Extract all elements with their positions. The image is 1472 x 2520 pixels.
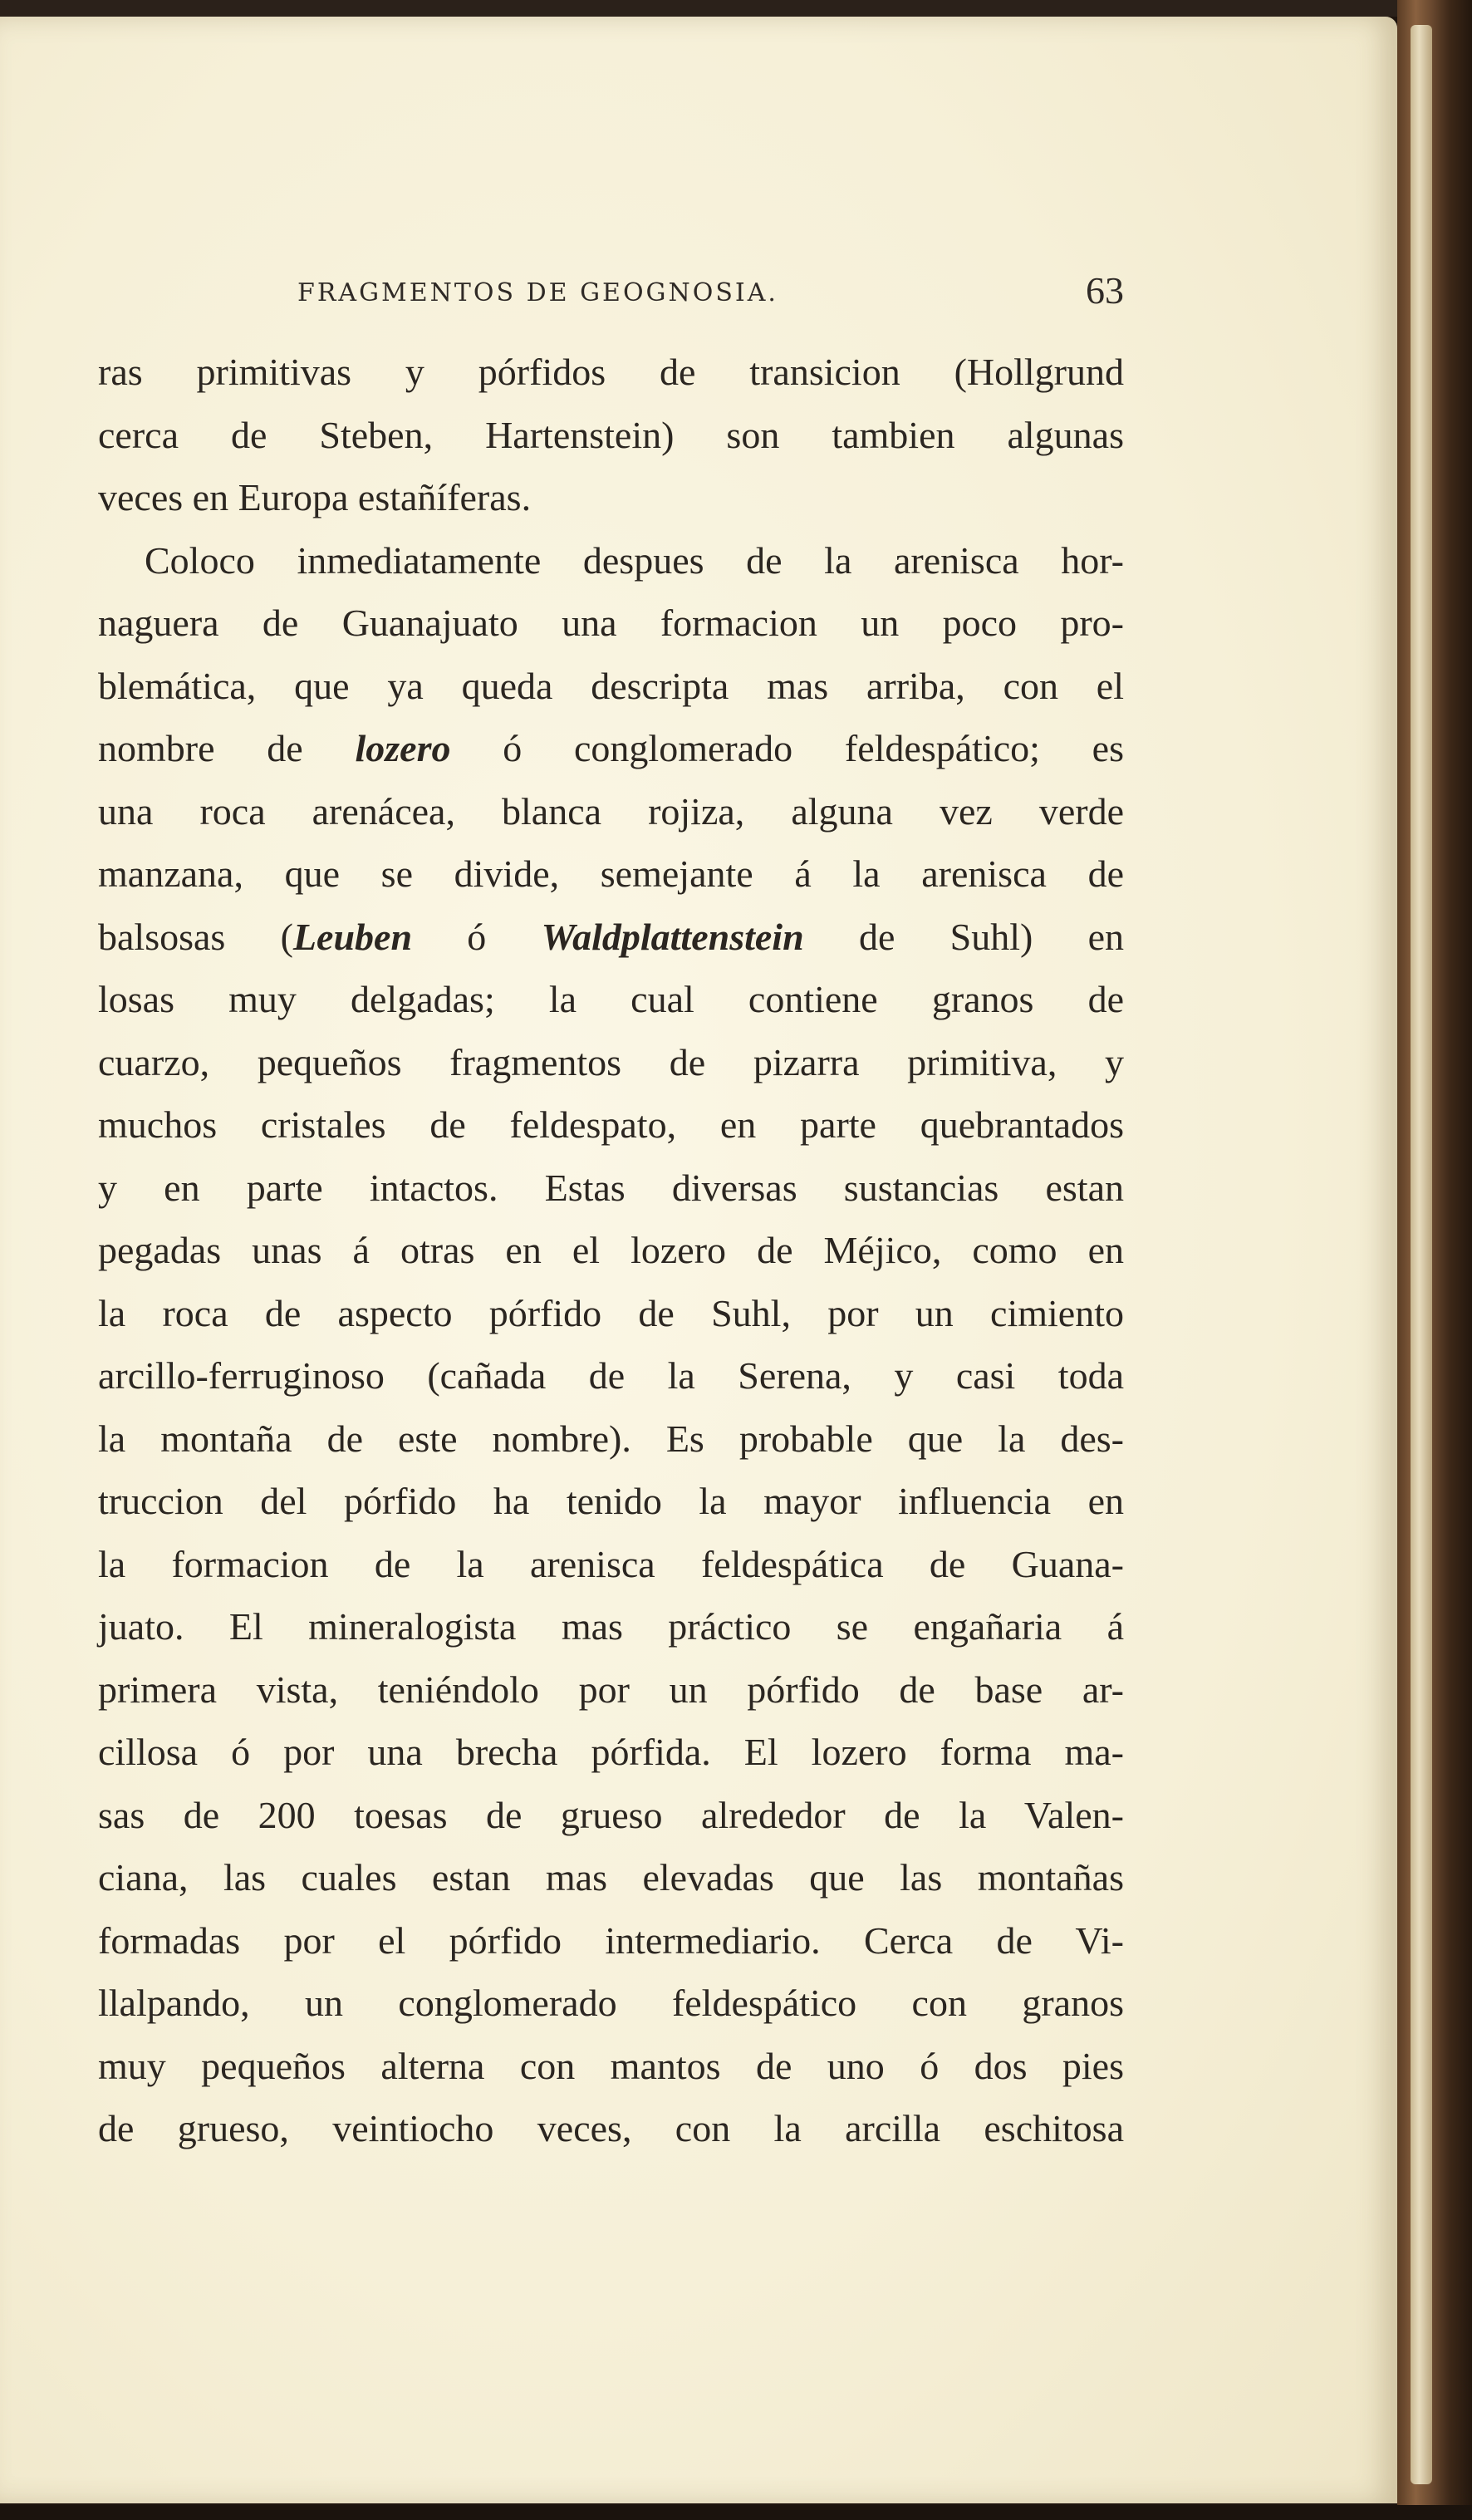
text-line: ciana, las cuales estan mas elevadas que las montañas [98,1856,1124,1899]
text-line-with-italic [98,717,1124,780]
text-line: pegadas unas á otras en el lozero de Méjico, como en [98,1229,1124,1271]
text-line: cuarzo, pequeños fragmentos de pizarra primitiva, y [98,1040,1124,1083]
text-segment: ó [412,915,542,958]
text-line: truccion del pórfido ha tenido la mayor influencia en [98,1480,1124,1522]
text-line: formadas por el pórfido intermediario. Cerca de Vi- [98,1918,1124,1962]
text-segment: ó conglomerado feldespático; es [450,727,1124,769]
running-head-title: FRAGMENTOS DE GEOGNOSIA. [297,278,778,307]
italic-term-lozero: lozero [355,727,451,769]
text-line: la montaña de este nombre). Es probable que la des- [98,1417,1124,1460]
italic-term-waldplattenstein: Waldplattenstein [541,915,804,958]
text-segment: nombre de [98,727,356,769]
page-number: 63 [1086,269,1124,312]
text-line: muchos cristales de feldespato, en parte quebrantados [98,1103,1124,1146]
text-line: naguera de Guanajuato una formacion un poco pro- [98,602,1124,644]
text-line: sas de 200 toesas de grueso alrededor de la Valen- [98,1793,1124,1836]
text-line: blemática, que ya queda descripta mas arriba, con el [98,664,1124,707]
text-line: primera vista, teniéndolo por un pórfido de base ar- [98,1668,1124,1711]
text-line: juato. El mineralogista mas práctico se engañaria á [98,1605,1124,1648]
scan-top-border [0,0,1472,17]
text-line: manzana, que se divide, semejante á la arenisca de [98,852,1124,895]
text-line: arcillo-ferruginoso (cañada de la Serena, y casi toda [98,1354,1124,1397]
text-line: y en parte intactos. Estas diversas sustancias estan [98,1166,1124,1209]
page-edge [1411,25,1432,2484]
text-line: losas muy delgadas; la cual contiene granos de [98,978,1124,1020]
book-spine [1397,0,1472,2520]
scan-bottom-border [0,2505,1472,2520]
paper-page [0,17,1397,2503]
text-line: cerca de Steben, Hartenstein) son tambien algunas [98,413,1124,456]
running-head [98,262,1124,312]
text-segment: de Suhl) en [803,915,1125,958]
text-line: llalpando, un conglomerado feldespático con granos [98,1982,1124,2024]
text-line: la roca de aspecto pórfido de Suhl, por un cimiento [98,1291,1124,1334]
text-line: cillosa ó por una brecha pórfida. El lozero forma ma- [98,1731,1124,1773]
italic-term-leuben: Leuben [292,915,413,958]
text-line: Coloco inmediatamente despues de la arenisca hor- [145,538,1124,582]
text-line: la formacion de la arenisca feldespática de Guana- [98,1542,1124,1585]
text-segment: balsosas ( [98,915,293,958]
text-line: veces en Europa estañíferas. [98,476,532,518]
text-line: ras primitivas y pórfidos de transicion (Hollgrund [98,351,1124,393]
body-text [98,341,1124,2160]
text-line: muy pequeños alterna con mantos de uno ó dos pies [98,2044,1124,2087]
text-line: una roca arenácea, blanca rojiza, alguna vez verde [98,789,1124,833]
text-line-with-italic [98,906,1124,969]
text-line: de grueso, veintiocho veces, con la arcilla eschitosa [98,2107,1124,2149]
